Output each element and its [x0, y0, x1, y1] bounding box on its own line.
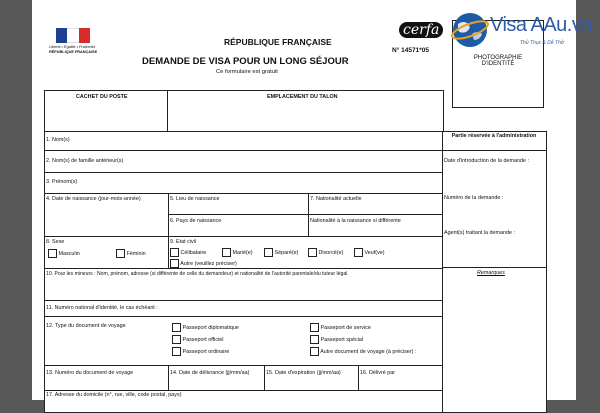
sexe-feminin[interactable]: Féminin	[116, 249, 146, 258]
field-numero-identite[interactable]: 11. Numéro national d'identité, le cas échéant :	[46, 305, 158, 311]
watermark-tagline: Thủ Thục & Dễ Thở	[520, 40, 564, 46]
field-delivre-par[interactable]: 16. Délivré par	[360, 370, 396, 376]
checkbox[interactable]	[310, 323, 319, 332]
civil-separe[interactable]: Séparé(e)	[264, 248, 298, 257]
civil-autre[interactable]: Autre (veuillez préciser)	[170, 259, 237, 268]
photo-label: PHOTOGRAPHIE D'IDENTITÉ	[473, 55, 523, 67]
field-sexe: 8. Sexe	[46, 239, 65, 245]
doc-service[interactable]: Passeport de service	[310, 323, 371, 332]
checkbox[interactable]	[170, 248, 179, 257]
field-type-document: 12. Type du document de voyage	[46, 323, 126, 329]
checkbox[interactable]	[172, 347, 181, 356]
field-nationalite-naissance[interactable]: Nationalité à la naissance si différente	[310, 218, 401, 224]
watermark-brand: Visa AAu.vn	[490, 14, 592, 36]
form-page	[32, 0, 592, 400]
checkbox[interactable]	[264, 248, 273, 257]
civil-celibataire[interactable]: Célibataire	[170, 248, 206, 257]
form-subtitle: Ce formulaire est gratuit	[216, 69, 278, 75]
doc-autre[interactable]: Autre document de voyage (à préciser) :	[310, 347, 416, 356]
checkbox[interactable]	[310, 335, 319, 344]
logo-motto: Liberté • Égalité • Fraternité	[49, 45, 96, 49]
doc-ordinaire[interactable]: Passeport ordinaire	[172, 347, 229, 356]
admin-numero: Numéro de la demande :	[444, 195, 504, 201]
checkbox[interactable]	[354, 248, 363, 257]
checkbox[interactable]	[116, 249, 125, 258]
cerfa-logo: cerfa	[399, 22, 443, 38]
checkbox[interactable]	[172, 335, 181, 344]
checkbox[interactable]	[222, 248, 231, 257]
doc-special[interactable]: Passeport spécial	[310, 335, 363, 344]
republic-title: RÉPUBLIQUE FRANÇAISE	[224, 37, 332, 47]
field-prenom[interactable]: 3. Prénom(s)	[46, 179, 78, 185]
admin-title: Partie réservée à l'administration	[451, 133, 537, 139]
field-date-expiration[interactable]: 15. Date d'expiration (jj/mm/aa)	[266, 370, 341, 376]
checkbox[interactable]	[172, 323, 181, 332]
checkbox[interactable]	[310, 347, 319, 356]
watermark-logo	[450, 8, 592, 68]
logo-republic: RÉPUBLIQUE FRANÇAISE	[49, 50, 98, 54]
field-mineurs[interactable]: 10. Pour les mineurs : Nom, prénom, adresse (si différente de celle du demandeur) et nationalité de l'autorité parentale/du tuteur légal	[46, 271, 348, 277]
checkbox[interactable]	[308, 248, 317, 257]
doc-officiel[interactable]: Passeport officiel	[172, 335, 223, 344]
field-nationalite[interactable]: 7. Nationalité actuelle	[310, 196, 362, 202]
sexe-masculin[interactable]: Masculin	[48, 249, 80, 258]
doc-diplomatique[interactable]: Passeport diplomatique	[172, 323, 239, 332]
civil-veuf[interactable]: Veuf(ve)	[354, 248, 385, 257]
admin-agent: Agent(s) traitant la demande :	[444, 230, 516, 236]
form-title: DEMANDE DE VISA POUR UN LONG SÉJOUR	[142, 56, 349, 67]
flag-icon	[56, 28, 90, 43]
civil-divorce[interactable]: Divorcé(e)	[308, 248, 343, 257]
field-nom-anterieur[interactable]: 2. Nom(s) de famille antérieur(s)	[46, 158, 124, 164]
emplacement-label: EMPLACEMENT DU TALON	[267, 94, 338, 100]
checkbox[interactable]	[170, 259, 179, 268]
field-lieu-naissance[interactable]: 5. Lieu de naissance	[170, 196, 220, 202]
field-adresse[interactable]: 17. Adresse du domicile (n°, rue, ville, code postal, pays)	[46, 392, 182, 398]
checkbox[interactable]	[48, 249, 57, 258]
cachet-label: CACHET DU POSTE	[76, 94, 128, 100]
cerfa-number: N° 14571*05	[392, 47, 429, 54]
field-numero-document[interactable]: 13. Numéro du document de voyage	[46, 370, 134, 376]
field-etat-civil: 9. Etat civil	[170, 239, 197, 245]
field-pays-naissance[interactable]: 6. Pays de naissance	[170, 218, 222, 224]
admin-remarques: Remarques	[477, 270, 505, 276]
marianne-logo	[44, 28, 104, 56]
field-nom[interactable]: 1. Nom(s)	[46, 137, 70, 143]
globe-icon	[450, 10, 490, 50]
admin-date-intro: Date d'introduction de la demande :	[444, 158, 529, 164]
field-date-delivrance[interactable]: 14. Date de délivrance (jj/mm/aa)	[170, 370, 250, 376]
field-date-naissance[interactable]: 4. Date de naissance (jour-mois-année)	[46, 196, 141, 202]
civil-marie[interactable]: Marié(e)	[222, 248, 253, 257]
